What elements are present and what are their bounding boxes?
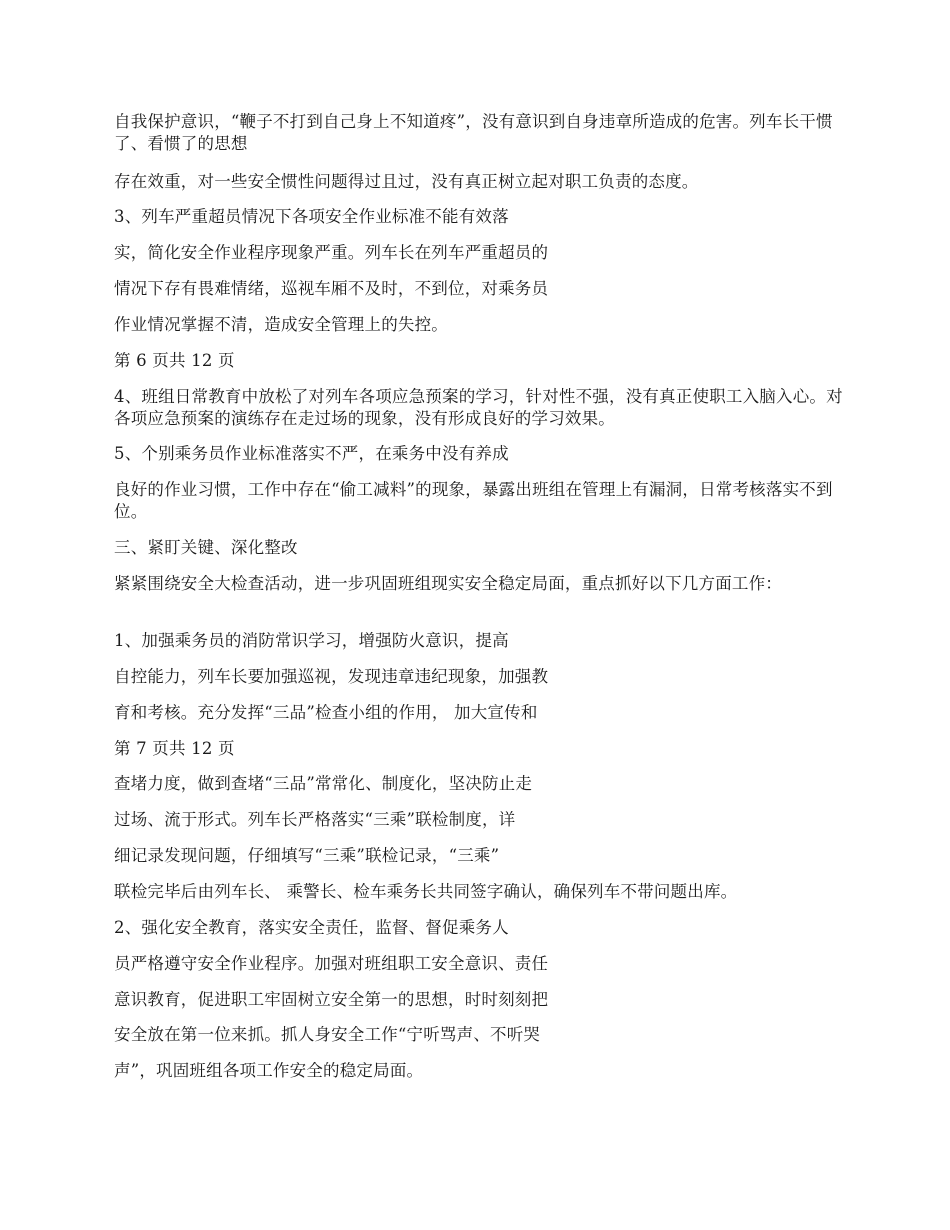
paragraph-item-5-heading: 5、个别乘务员作业标准落实不严，在乘务中没有养成 [114,444,509,463]
paragraph-item-3-heading: 3、列车严重超员情况下各项安全作业标准不能有效落 [114,207,509,226]
paragraph-item-3-line-3: 情况下存有畏难情绪，巡视车厢不及时，不到位，对乘务员 [114,279,549,298]
page-number-7: 第 7 页共 12 页 [114,739,235,758]
paragraph-measure-1-line-7: 联检完毕后由列车长、 乘警长、检车乘务长共同签字确认，确保列车不带问题出库。 [114,882,738,901]
paragraph-measure-1-line-5: 过场、流于形式。列车长严格落实“三乘”联检制度，详 [114,810,516,829]
paragraph-measure-1-line-4: 查堵力度，做到查堵“三品”常常化、制度化，坚决防止走 [114,774,533,793]
paragraph-item-4: 4、班组日常教育中放松了对列车各项应急预案的学习，针对性不强，没有真正使职工入脑入心。对各项应急预案的演练存在走过场的现象，没有形成良好的学习效果。 [114,387,843,428]
paragraph-measure-2-heading: 2、强化安全教育，落实安全责任，监督、督促乘务人 [114,918,509,937]
section-heading-3: 三、紧盯关键、深化整改 [114,538,298,557]
paragraph-item-3-line-2: 实，简化安全作业程序现象严重。列车长在列车严重超员的 [114,243,549,262]
paragraph-measure-2-line-3: 意识教育，促进职工牢固树立安全第一的思想，时时刻刻把 [114,990,549,1009]
paragraph-measure-1-line-2: 自控能力，列车长要加强巡视，发现违章违纪现象，加强教 [114,667,549,686]
paragraph-measure-2-line-5: 声”，巩固班组各项工作安全的稳定局面。 [114,1061,424,1080]
paragraph-safety-attitude: 存在效重，对一些安全惯性问题得过且过，没有真正树立起对职工负责的态度。 [114,172,699,191]
paragraph-measure-2-line-2: 员严格遵守安全作业程序。加强对班组职工安全意识、责任 [114,954,549,973]
paragraph-measure-1-heading: 1、加强乘务员的消防常识学习，增强防火意识，提高 [114,631,509,650]
paragraph-item-5-body: 良好的作业习惯，工作中存在“偷工减料”的现象，暴露出班组在管理上有漏洞，日常考核落实不到位。 [114,480,833,521]
paragraph-section-3-intro: 紧紧围绕安全大检查活动，进一步巩固班组现实安全稳定局面，重点抓好以下几方面工作： [114,574,782,593]
paragraph-measure-1-line-6: 细记录发现问题，仔细填写“三乘”联检记录，“三乘” [114,846,500,865]
paragraph-measure-1-line-3: 育和考核。充分发挥“三品”检查小组的作用， 加大宣传和 [114,703,538,722]
page-number-6: 第 6 页共 12 页 [114,351,235,370]
paragraph-self-protection: 自我保护意识，“鞭子不打到自己身上不知道疼”，没有意识到自身违章所造成的危害。列车长干惯了、看惯了的思想 [114,112,833,153]
paragraph-measure-2-line-4: 安全放在第一位来抓。抓人身安全工作“宁听骂声、不听哭 [114,1025,541,1044]
paragraph-item-3-line-4: 作业情况掌握不清，造成安全管理上的失控。 [114,315,448,334]
